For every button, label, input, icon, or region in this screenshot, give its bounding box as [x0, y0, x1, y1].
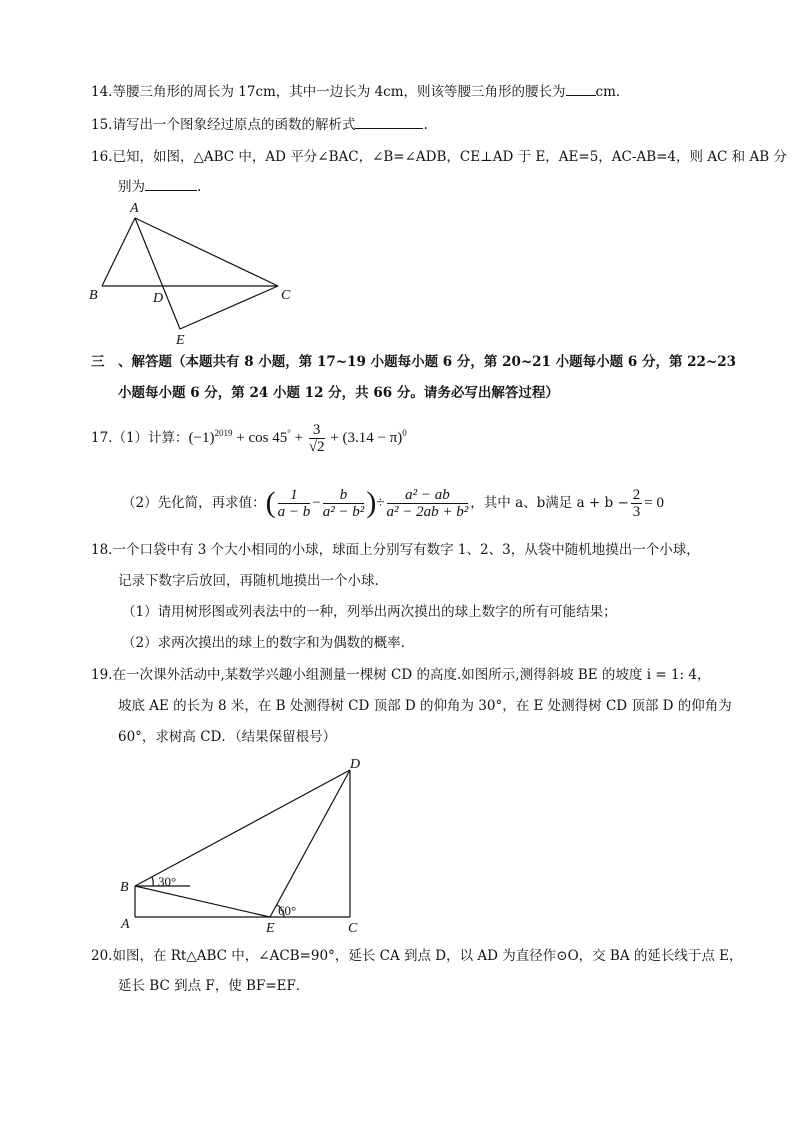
- q17-p2-cnum: 2: [632, 486, 641, 503]
- q14-answer-blank[interactable]: [566, 83, 596, 96]
- q15-tail: .: [423, 117, 428, 133]
- question-18-line1: 18.一个口袋中有 3 个大小相同的小球，球面上分别写有数字 1、2、3，从袋中随机地摸出一个小球，: [91, 542, 700, 558]
- q17-p1-base: (−1): [188, 429, 215, 446]
- fig19-angle-e: 60°: [278, 903, 297, 918]
- question-20-line1: 20.如图，在 Rt△ABC 中，∠ACB=90°，延长 CA 到点 D，以 AD 为直径作⊙O，交 BA 的延长线于点 E，: [91, 948, 743, 964]
- q17-p1-plus: +: [294, 429, 304, 446]
- fig16-label-d: D: [153, 291, 164, 306]
- fig19-label-b: B: [120, 880, 129, 895]
- fig16-label-c: C: [281, 288, 291, 303]
- fig16-segment-ac: [135, 218, 278, 286]
- q17-p1-fraction: [309, 422, 325, 455]
- q15-text: 15.请写出一个图象经过原点的函数的解析式: [91, 117, 356, 133]
- question-19-line3: 60°，求树高 CD．（结果保留根号）: [118, 729, 337, 745]
- q17-p1-deg: °: [287, 427, 291, 438]
- fig19-angle-arc-b: [152, 877, 153, 886]
- q17-p2-f2-den: a² − b²: [322, 503, 365, 520]
- fig16-label-e: E: [176, 333, 185, 348]
- q17-p2-f3-den: a² − 2ab + b²: [386, 503, 469, 520]
- question-19-line1: 19.在一次课外活动中,某数学兴趣小组测量一棵树 CD 的高度.如图所示,测得斜坡 BE 的坡度 i = 1: 4，: [91, 667, 711, 683]
- question-15: [91, 116, 428, 134]
- q16-tail: .: [197, 179, 202, 195]
- q17-p2-minus: −: [312, 495, 321, 511]
- q17-p2-expression: [266, 487, 471, 520]
- question-17-part2: [122, 481, 664, 525]
- q17-p2-f1-den: a − b: [277, 503, 311, 520]
- question-20-line2: 延长 BC 到点 F，使 BF=EF．: [118, 978, 310, 994]
- q16-line2-text: 别为: [118, 179, 145, 195]
- fig16-label-b: B: [89, 288, 98, 303]
- q17-p2-frac3: [387, 487, 469, 520]
- q17-p1-tail: + (3.14 − π): [330, 429, 403, 446]
- fig16-label-a: A: [130, 201, 139, 216]
- section-3-heading-line1: 三 、解答题（本题共有 8 小题，第 17~19 小题每小题 6 分，第 20~21 小题每小题 6 分，第 22~23: [91, 354, 737, 370]
- figure-19: [110, 752, 380, 942]
- section-3-heading-line2: 小题每小题 6 分，第 24 小题 12 分，共 66 分。请务必写出解答过程）: [118, 385, 559, 401]
- fig19-segment-be: [135, 886, 270, 917]
- q17-p2-eq: = 0: [644, 495, 664, 511]
- q17-p2-condition: ，其中 a、b满足 a + b −: [470, 495, 629, 511]
- q17-p2-frac1: [278, 487, 311, 520]
- q17-p1-cos: + cos 45: [236, 429, 288, 446]
- q17-p2-f3-num: a² − ab: [387, 487, 469, 504]
- q17-p1-num: 3: [309, 422, 325, 439]
- fig16-segment-ae: [135, 218, 180, 329]
- q15-answer-blank[interactable]: [355, 116, 423, 129]
- question-19-line2: 坡底 AE 的长为 8 米，在 B 处测得树 CD 顶部 D 的仰角为 30°，在 E 处测得树 CD 顶部 D 的仰角为: [118, 698, 732, 714]
- fig19-angle-b: 30°: [158, 874, 177, 889]
- question-18-line3: （1）请用树形图或列表法中的一种，列举出两次摸出的球上数字的所有可能结果；: [122, 604, 617, 620]
- q17-p2-rparen: ): [366, 486, 377, 519]
- fig19-label-a: A: [121, 917, 130, 932]
- fig19-segment-bd: [135, 770, 350, 886]
- q17-p2-frac2: [323, 487, 365, 520]
- fig19-label-d: D: [350, 757, 361, 772]
- q17-p1-den: √2: [308, 438, 325, 455]
- q14-tail: cm.: [595, 84, 621, 100]
- fig16-segment-ab: [102, 218, 135, 286]
- q17-p2-cden: 3: [632, 503, 641, 520]
- q17-p1-label: 17.（1）计算：: [91, 430, 189, 446]
- fig19-label-e: E: [266, 921, 275, 936]
- q17-p2-lparen: (: [265, 486, 276, 519]
- q17-p1-exp1: 2019: [214, 427, 233, 438]
- question-17-part1: [91, 418, 407, 458]
- fig19-label-c: C: [348, 921, 358, 936]
- question-16-line1: 16.已知，如图，△ABC 中，AD 平分∠BAC，∠B=∠ADB，CE⊥AD 于 E，AE=5，AC-AB=4，则 AC 和 AB 分: [91, 149, 787, 165]
- q17-p2-cond-fraction: [631, 487, 643, 520]
- q14-text: 14.等腰三角形的周长为 17cm，其中一边长为 4cm，则该等腰三角形的腰长为: [91, 84, 566, 100]
- question-14: [91, 83, 620, 101]
- q17-p2-f1-num: 1: [278, 487, 311, 504]
- figure-16: [80, 196, 310, 348]
- q17-p2-div: ÷: [376, 495, 385, 511]
- q17-p2-label: （2）先化简，再求值：: [122, 495, 266, 511]
- q17-p2-f2-num: b: [323, 487, 365, 504]
- q16-answer-blank[interactable]: [145, 178, 197, 191]
- fig16-segment-ec: [180, 286, 278, 329]
- q17-p1-expression: [189, 422, 407, 455]
- question-18-line4: （2）求两次摸出的球上的数字和为偶数的概率.: [122, 635, 405, 651]
- question-18-line2: 记录下数字后放回，再随机地摸出一个小球.: [118, 573, 379, 589]
- question-16-line2: [118, 178, 201, 196]
- q17-p1-exp2: 0: [402, 427, 407, 438]
